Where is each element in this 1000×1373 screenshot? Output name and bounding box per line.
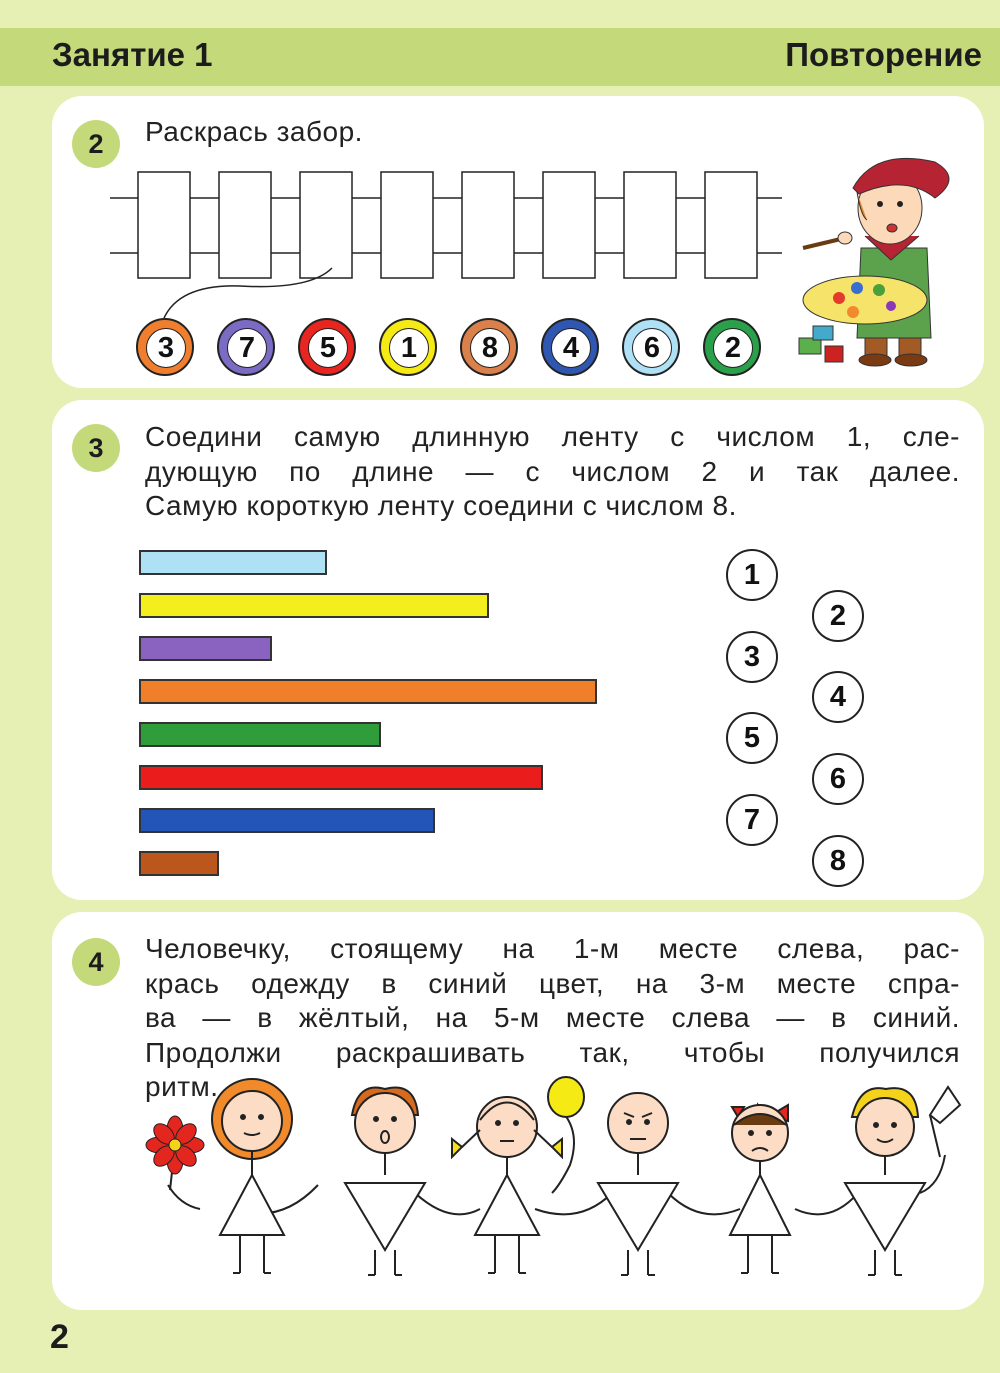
- fence-board[interactable]: [543, 172, 595, 278]
- color-circle: [298, 318, 356, 376]
- color-circle: [460, 318, 518, 376]
- lesson-title: Занятие 1: [52, 36, 213, 73]
- stick-figures-drawing: [140, 1075, 970, 1290]
- color-circle: [136, 318, 194, 376]
- color-circle-number: 1: [389, 328, 429, 368]
- figure-1: [212, 1079, 292, 1273]
- ribbon[interactable]: [139, 765, 543, 790]
- flower-icon: [146, 1116, 204, 1190]
- color-circle-number: 8: [470, 328, 510, 368]
- task4-number-badge: 4: [72, 938, 120, 986]
- color-circle: [703, 318, 761, 376]
- ribbon[interactable]: [139, 722, 381, 747]
- task4-line-4: Продолжи раскрашивать так, чтобы получился: [145, 1036, 960, 1068]
- task2-number-badge: 2: [72, 120, 120, 168]
- color-circle-number: 2: [713, 328, 753, 368]
- fence-board[interactable]: [300, 172, 352, 278]
- task3-instruction: [145, 420, 960, 524]
- task3-line-2: дующую по длине — с числом 2 и так далее.: [145, 455, 960, 487]
- figure-2: [345, 1087, 425, 1275]
- task3-line-1: Соедини самую длинную ленту с числом 1, сле-: [145, 421, 960, 452]
- ribbon[interactable]: [139, 808, 435, 833]
- fence-board[interactable]: [381, 172, 433, 278]
- color-circle: [541, 318, 599, 376]
- ribbon[interactable]: [139, 550, 327, 575]
- task3-line-3: Самую короткую ленту соедини с числом 8.: [145, 490, 737, 521]
- number-circle[interactable]: 6: [812, 753, 864, 805]
- task4-line-1: Человечку, стоящему на 1-м месте слева, рас-: [145, 933, 960, 964]
- figure-6: [845, 1087, 960, 1275]
- ribbon[interactable]: [139, 851, 219, 876]
- color-circle-number: 4: [551, 328, 591, 368]
- color-circle: [217, 318, 275, 376]
- color-circle-number: 6: [632, 328, 672, 368]
- number-circle[interactable]: 7: [726, 794, 778, 846]
- color-circle-number: 3: [146, 328, 186, 368]
- ribbon[interactable]: [139, 679, 597, 704]
- figure-5: [730, 1105, 790, 1273]
- task3-number-badge: 3: [72, 424, 120, 472]
- page-number: 2: [50, 1318, 69, 1356]
- painter-boy-illustration: [795, 128, 985, 373]
- color-circle: [379, 318, 437, 376]
- color-circle-number: 7: [227, 328, 267, 368]
- figure-4: [598, 1093, 678, 1275]
- number-circle[interactable]: 1: [726, 549, 778, 601]
- task4-line-3: ва — в жёлтый, на 5-м месте слева — в синий.: [145, 1002, 960, 1033]
- topic-title: Повторение: [785, 36, 982, 73]
- number-circle[interactable]: 3: [726, 631, 778, 683]
- task2-instruction: Раскрась забор.: [145, 116, 363, 147]
- fence-board[interactable]: [624, 172, 676, 278]
- number-circle[interactable]: 4: [812, 671, 864, 723]
- number-circle[interactable]: 8: [812, 835, 864, 887]
- fence-board[interactable]: [705, 172, 757, 278]
- figure-3: [452, 1077, 584, 1273]
- fence-board[interactable]: [462, 172, 514, 278]
- color-circle: [622, 318, 680, 376]
- fence-board[interactable]: [219, 172, 271, 278]
- task4-line-5: ритм.: [145, 1071, 219, 1102]
- fence-board[interactable]: [138, 172, 190, 278]
- number-circle[interactable]: 2: [812, 590, 864, 642]
- ribbon[interactable]: [139, 636, 272, 661]
- ribbon[interactable]: [139, 593, 489, 618]
- number-circle[interactable]: 5: [726, 712, 778, 764]
- color-circle-number: 5: [308, 328, 348, 368]
- fence-drawing: [100, 160, 790, 360]
- task4-line-2: крась одежду в синий цвет, на 3-м месте спра-: [145, 967, 960, 999]
